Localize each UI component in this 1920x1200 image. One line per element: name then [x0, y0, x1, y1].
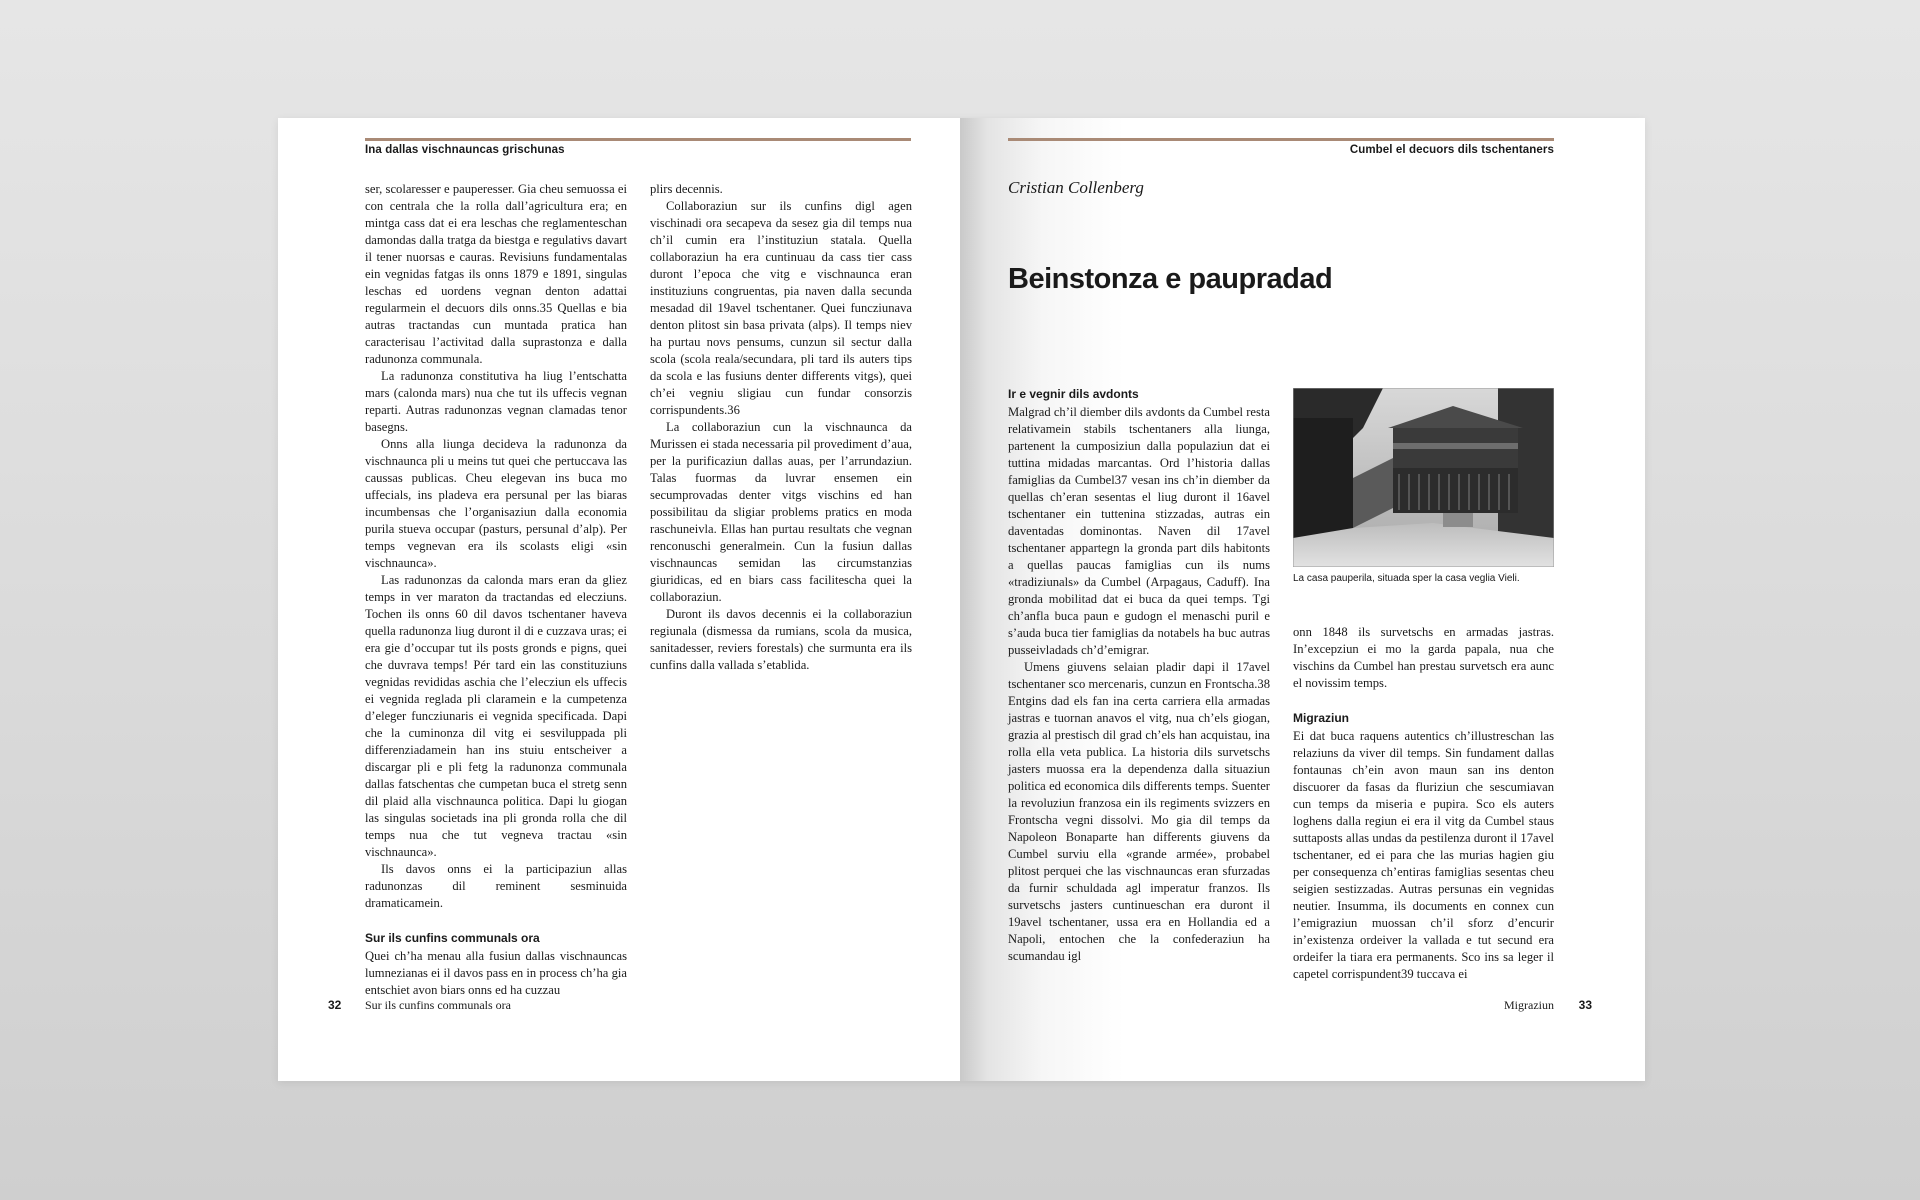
paragraph: Duront ils davos decennis ei la collaboraziun regiunala (dismessa da rumians, scola da musica, sanitadesser, reviers forestals) che surmunta era ils cunfins dalla vallada s’etablida. [650, 607, 912, 672]
chapter-author: Cristian Collenberg [1008, 178, 1144, 197]
paragraph: onn 1848 ils survetschs en armadas jastras. In’excepziun ei mo la garda papala, nua che vischins da Cumbel han prestau survetsch era aunc el novissim temps. [1293, 625, 1554, 690]
paragraph: Umens giuvens selaian pladir dapi il 17avel tschentaner sco mercenaris, cunzun en Frontscha.38 Entgins dad els fan ina certa carriera ella armadas jastras e tuornan anavos el vitg, nua ch’els giogan, grazia al prestisch dil grad ch’els han acquistau, ina rolla ella veta publica. La historia dils survetschs jasters muossa era la dependenza dalla situaziun politica ed economica dils differents temps. Suenter la revoluziun franzosa ein ils regiments svizzers en Frontscha vegni dissolvi. Mo gia dil temps da Napoleon Bonaparte han differents giuvens da Cumbel surviu ella «grande armée», probabel plitost perquei che las vischnauncas eran sfurzadas da furnir schuldada agl imperatur franzos. Ils survetschs jasters cuntinueschan era duront il 19avel tschentaner, ussa era en Hollandia ed a Napoli, entochen che la confederaziun ha scumandau igl [1008, 660, 1270, 963]
paragraph: Collaboraziun sur ils cunfins digl agen vischinadi ora secapeva da sesez gia dil temps nua ch’il cumin era l’instituziun statala. Quella collaboraziun ha era cuntinuau da cass tier cass duront l’epoca che vitg e vischnaunca eran instituziuns congruentas, pia naven dalla secunda mesadad dil 19avel tschentaner. Quei funcziunava denton plitost sin basa privata (alps). Il temps niev ha purtau novs pensums, cunzun sil sectur dalla scola (scola reala/secundara, pli tard ils auters tips da scola e las fusiuns denter differents vitgs), quei ch’ei vegniu sligiau cun fundar consorzis corrispundents.36 [650, 199, 912, 417]
section-heading: Ir e vegnir dils avdonts [1008, 387, 1139, 401]
header-rule [365, 138, 911, 141]
folio-right-title: Migraziun [1504, 998, 1554, 1012]
text-column-2 [650, 181, 912, 674]
photo [1293, 388, 1554, 567]
running-head-right: Cumbel el decuors dils tschentaners [1349, 144, 1554, 156]
folio-left-title: Sur ils cunfins communals ora [365, 998, 511, 1012]
paragraph: Malgrad ch’il diember dils avdonts da Cumbel resta relativamein stabils tschentaners alla liunga, partenent la cumposiziun dalla populaziun dat ei tuttina midadas marcantas. Ord l’historia dallas famiglias da Cumbel37 vesan ins ch’in diember da quellas ch’eran sesentas el liug duront il 16avel tschentaner ein tuttenina stizzadas, autras ein daventadas dominontas. Naven dil 17avel tschentaner appartegn la gronda part dils habitonts a quellas paucas famiglias cun ils nums «tradiziunals» da Cumbel (Arpagaus, Caduff). Ina gronda mobilitad dat ei buca da quei temps. Tgi ch’anfla buca paun e gudogn el menaschi puril e s’auda buca tier famiglias da notabels ha buc autras pusseivladads ch’d’emigrar. [1008, 405, 1270, 657]
right-page [960, 118, 1645, 1081]
chapter-title: Beinstonza e paupradad [1008, 263, 1333, 295]
paragraph: La radunonza constitutiva ha liug l’entschatta mars (calonda mars) nua che tut ils uffecis vegnan reparti. Autras radunonzas vegnan clamadas tenor basegns. [365, 369, 627, 434]
section-heading: Migraziun [1293, 711, 1349, 725]
folio-right [1579, 998, 1592, 1013]
paragraph: Onns alla liunga decideva la radunonza da vischnaunca pli u meins tut quei che pertuccava las caussas publicas. Cheu elegevan ins buca mo uffecials, ins pladeva era persunal per las biaras incumbensas che l’organisaziun dalla economia purila stueva occupar (pasturs, persunal d’alp). Per temps vegnevan era ils scolasts eligi «sin vischnaunca». [365, 437, 627, 570]
folio-left [328, 998, 341, 1013]
left-page [278, 118, 960, 1081]
text-column-1 [1008, 386, 1270, 965]
text-column-2 [1293, 624, 1554, 983]
house-photo-icon [1293, 388, 1554, 567]
photo-caption: La casa pauperila, situada sper la casa veglia Vieli. [1293, 573, 1520, 584]
paragraph: plirs decennis. [650, 182, 723, 196]
paragraph: Ils davos onns ei la participaziun allas radunonzas dil reminent sesminuida dramaticamein. [365, 862, 627, 910]
page-number: 32 [328, 998, 342, 1012]
text-column-1 [365, 181, 627, 999]
running-head-left: Ina dallas vischnauncas grischunas [365, 144, 565, 156]
paragraph: Quei ch’ha menau alla fusiun dallas vischnauncas lumnezianas ei il davos pass en in process ch’ha gia entschiet avon biars onns ed ha cuzzau [365, 949, 627, 997]
header-rule [1008, 138, 1554, 141]
paragraph: La collaboraziun cun la vischnaunca da Murissen ei stada necessaria pil provediment d’aua, per la purificaziun dallas auas, per l’arrundaziun. Talas fuormas da luvrar ensemen ein secumprovadas denter vitgs vischins ed han possibilitau da sligiar problems pratics en moda raschuneivla. Ellas han purtau resultats che vegnan renconuschi generalmein. Cun la fusiun dallas vischnauncas semidan las circumstanzias giuridicas, ed en biars cass facilitescha quei la collaboraziun. [650, 420, 912, 604]
section-heading: Sur ils cunfins communals ora [365, 931, 540, 945]
paragraph: Las radunonzas da calonda mars eran da gliez temps in ver maraton da tractandas ed elecziuns. Tochen ils onns 60 dil davos tschentaner haveva quella radunonza liug duront il di e cuzzava uras; ei era gie d’occupar tut ils posts gronds e pigns, quei che duvrava temps! Pér tard ein las constituziuns vegnidas revididas aschia che l’elecziun els uffecis ei vegnida reglada pli claramein e la cumpetenza d’eleger funcziunaris ei vegnida specificada. Dapi che la cuminonza dil vitg ei sesviluppada pli differenziadamein han ins stuiu entscheiver a discargar pli e pli fetg la radunonza communala dallas fatschentas che cumpetan buca el stretg senn dil plaid alla vischnaunca politica. Dapi lu giogan las singulas societads ina pli gronda rolla che dil temps nua che tut vegneva tractau «sin vischnaunca». [365, 573, 627, 859]
page-number: 33 [1578, 998, 1592, 1012]
paragraph: Ei dat buca raquens autentics ch’illustreschan las relaziuns da viver dil temps. Sin fundament dallas fontaunas ch’ein avon maun san ins denton discuorer da fasas da fluriziun che sescumiavan cun temps da miseria e pupira. Sco els auters loghens dalla regiun ei era il vitg da Cumbel staus suttaposts allas undas da pestilenza duront il 17avel tschentaner, ed ei para che las murias hagien giu per consequenza ch’entiras famiglias sesentas cheu seigien sestizzadas. Autras persunas ein vegnidas neutier. Insumma, ils documents en connex cun l’emigraziun muossan ch’il sforz d’encurir in’existenza ordeiver la vallada e tut secund era ordeifer la tiara era permanents. Sco ins sa leger il capetel corrispundent39 tuccava ei [1293, 729, 1554, 981]
paragraph: ser, scolaresser e pauperesser. Gia cheu semuossa ei con centrala che la rolla dall’agricultura era; en mintga cass dat ei era leschas che reglamenteschan damondas dalla tratga da biestga e regulativs davart il tener nuorsas e cauras. Revisiuns fundamentalas ein vegnidas fatgas ils onns 1879 e 1891, singulas leschas ed uordens vegnan denton adattai regularmein el decuors dils onns.35 Quellas e bia autras tractandas cun muntada pratica han caracterisau l’activitad dalla suprastonza e dalla radunonza communala. [365, 182, 627, 366]
book-spread [278, 118, 1645, 1081]
